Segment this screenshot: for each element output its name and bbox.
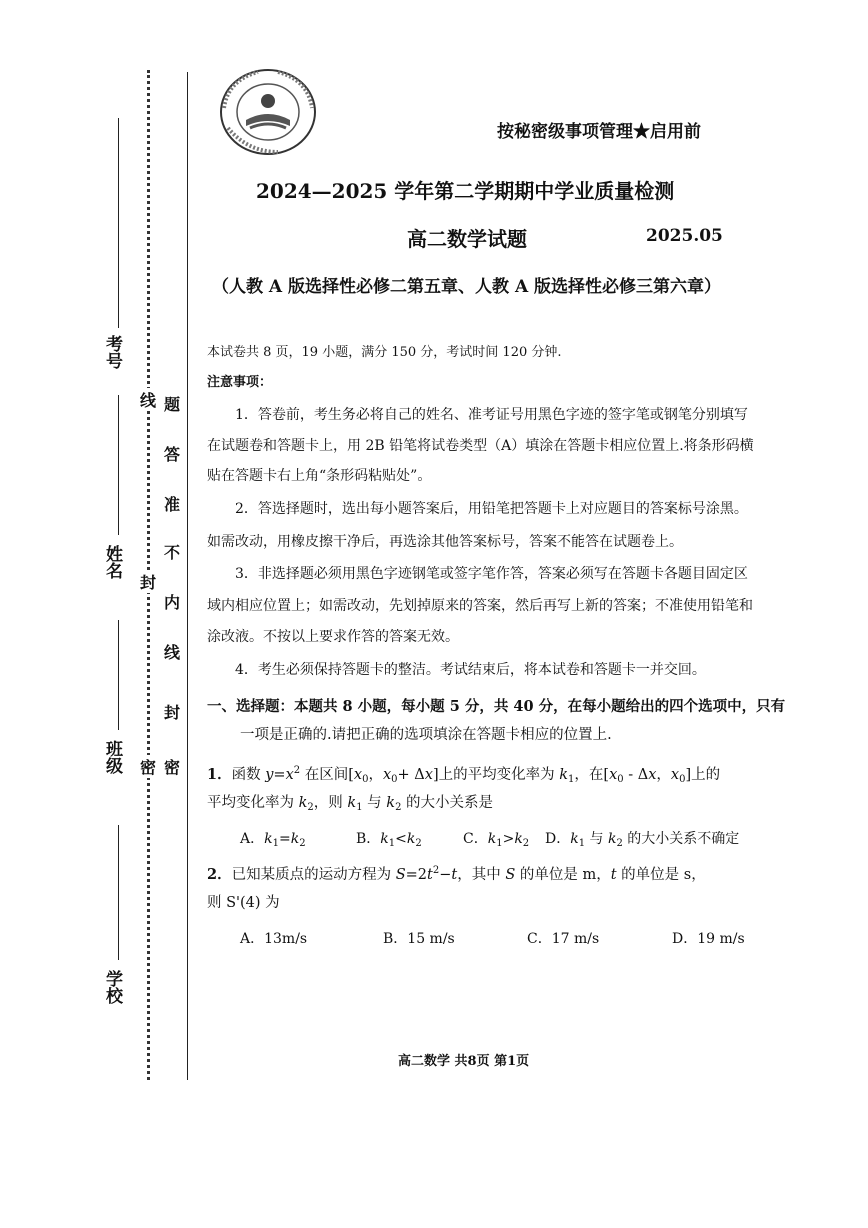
question-2-option-d[interactable]: D．19 m/s — [672, 931, 745, 947]
question-2-line-1: 2．已知某质点的运动方程为 $S=2t^2-t$，其中 S 的单位是 m，t 的单位是 s， — [207, 865, 706, 883]
note-2-line-1: 2．答选择题时，选出每小题答案后，用铅笔把答题卡上对应题目的答案标号涂黑。 — [235, 501, 748, 517]
question-1-option-a[interactable]: A．$k_1=k_2$ — [240, 831, 306, 849]
page-footer: 高二数学 共8页 第1页 — [398, 1054, 530, 1069]
notes-heading: 注意事项： — [207, 375, 273, 390]
warning-char: 题 — [164, 395, 181, 414]
exam-no-label: 考号 — [102, 335, 122, 369]
warning-char: 准 — [164, 495, 181, 514]
question-2-line-2: 则 S'(4) 为 — [207, 895, 280, 911]
name-label: 姓名 — [102, 545, 122, 579]
note-4: 4．考生必须保持答题卡的整洁。考试结束后，将本试卷和答题卡一并交回。 — [235, 662, 706, 678]
exam-summary: 本试卷共 8 页，19 小题，满分 150 分，考试时间 120 分钟. — [207, 345, 562, 360]
confidential-notice: 按秘密级事项管理★启用前 — [497, 122, 701, 142]
question-1-line-1: 1．函数 $y=x^2$ 在区间[$x_0$，$x_0+ \Delta x$]上的平均变化率为 $k_1$，在[$x_0$ - Δx，$x_0$]上的 — [207, 765, 721, 785]
warning-char: 内 — [164, 593, 181, 612]
class-label: 班级 — [102, 740, 122, 774]
seal-char-feng: 封 — [140, 570, 156, 593]
exam-scope: （人教 A 版选择性必修二第五章、人教 A 版选择性必修三第六章） — [212, 277, 722, 297]
school-label: 学校 — [102, 970, 122, 1004]
note-3-line-3: 涂改液。不按以上要求作答的答案无效。 — [207, 629, 459, 645]
question-2-option-b[interactable]: B．15 m/s — [383, 931, 455, 947]
note-2-line-2: 如需改动，用橡皮擦干净后，再选涂其他答案标号，答案不能答在试题卷上。 — [207, 534, 683, 550]
note-1-line-2: 在试题卷和答题卡上，用 2B 铅笔将试卷类型（A）填涂在答题卡相应位置上.将条形码横 — [207, 438, 754, 454]
note-3-line-1: 3．非选择题必须用黑色字迹钢笔或签字笔作答，答案必须写在答题卡各题目固定区 — [235, 566, 748, 582]
question-1-line-2: 平均变化率为 $k_2$，则 $k_1$ 与 $k_2$ 的大小关系是 — [207, 795, 494, 813]
question-1-option-b[interactable]: B．$k_1<k_2$ — [356, 831, 422, 849]
question-1-option-c[interactable]: C．$k_1>k_2$ — [463, 831, 530, 849]
seal-char-xian: 线 — [140, 388, 156, 411]
question-2-option-c[interactable]: C．17 m/s — [527, 931, 600, 947]
warning-char: 答 — [164, 445, 181, 464]
question-1-option-d[interactable]: D．$k_1$ 与 $k_2$ 的大小关系不确定 — [545, 831, 740, 849]
exam-date: 2025.05 — [646, 226, 723, 246]
section-1-heading: 一、选择题：本题共 8 小题，每小题 5 分，共 40 分，在每小题给出的四个选项中，只有 — [207, 698, 786, 715]
note-1-line-1: 1．答卷前，考生务必将自己的姓名、准考证号用黑色字迹的签字笔或钢笔分别填写 — [235, 407, 748, 423]
warning-char: 线 — [164, 643, 181, 662]
question-2-option-a[interactable]: A．13m/s — [240, 931, 308, 947]
subject-title: 高二数学试题 — [407, 227, 527, 251]
exam-title: 2024—2025 学年第二学期期中学业质量检测 — [256, 179, 675, 203]
warning-char: 不 — [164, 543, 181, 562]
seal-char-mi: 密 — [140, 755, 156, 778]
note-1-line-3: 贴在答题卡右上角“条形码粘贴处”。 — [207, 468, 432, 484]
warning-char: 封 — [164, 703, 181, 722]
section-1-instruction: 一项是正确的.请把正确的选项填涂在答题卡相应的位置上. — [240, 727, 612, 743]
school-logo — [218, 68, 318, 156]
note-3-line-2: 域内相应位置上；如需改动，先划掉原来的答案，然后再写上新的答案；不准使用铅笔和 — [207, 598, 753, 614]
seal-solid-line — [187, 72, 188, 1080]
warning-char: 密 — [164, 758, 181, 777]
